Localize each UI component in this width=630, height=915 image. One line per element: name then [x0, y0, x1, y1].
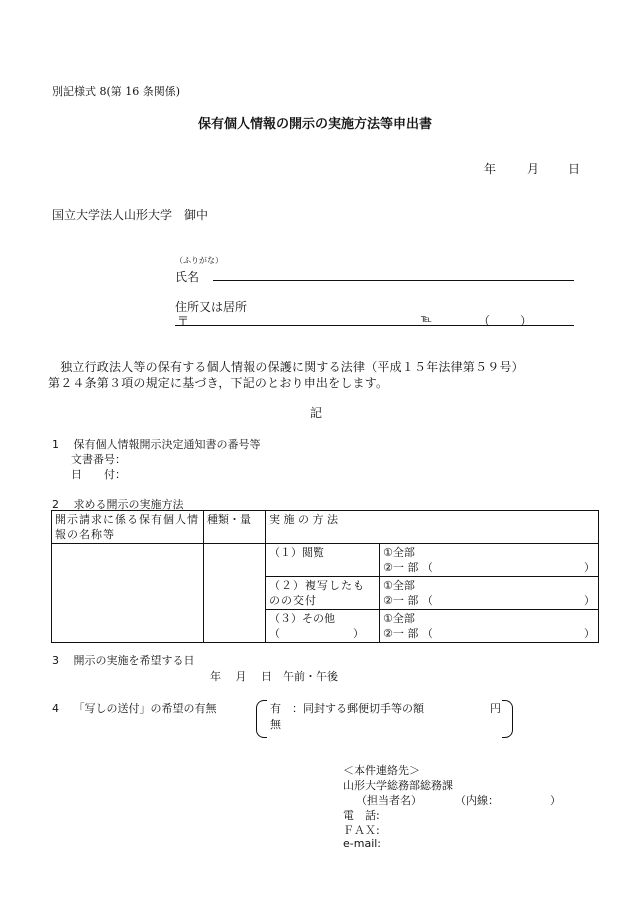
body-line-1: 独立行政法人等の保有する個人情報の保護に関する法律（平成１５年法律第５９号） — [48, 360, 524, 374]
addressee: 国立大学法人山形大学 御中 — [52, 208, 209, 222]
address-label: 住所又は居所 — [175, 300, 248, 314]
doc-number-label: 文書番号： — [71, 453, 126, 466]
name-underline — [213, 280, 574, 281]
method-other-options — [380, 610, 599, 643]
section3-heading: 3 開示の実施を希望する日 — [52, 654, 195, 667]
method-viewing: （１）閲覧 — [266, 544, 380, 577]
method-copy-options — [380, 577, 599, 610]
page-title: 保有個人情報の開示の実施方法等申出書 — [197, 117, 432, 132]
preferred-date-line: 年 月 日 午前・午後 — [210, 670, 338, 683]
option-all[interactable]: ①全部 — [383, 612, 415, 625]
col-header-quantity: 種類・量 — [204, 511, 266, 544]
name-label: 氏名 — [175, 270, 200, 284]
option-all[interactable]: ①全部 — [383, 579, 415, 592]
contact-department: 山形大学総務部総務課 — [343, 779, 453, 792]
extension-label: （内線： — [455, 794, 499, 807]
section4-heading: 4 「写しの送付」の希望の有無 — [52, 702, 217, 715]
left-bracket — [256, 700, 267, 738]
form-reference: 別記様式 8(第 16 条関係) — [52, 85, 181, 98]
section2-heading: 2 求める開示の実施方法 — [52, 498, 184, 511]
contact-fax-label: ＦＡＸ: — [343, 824, 380, 837]
ki-mark: 記 — [310, 406, 323, 420]
tel-paren-open: （ — [478, 314, 491, 328]
name-cell[interactable] — [52, 544, 204, 643]
contact-email-label: e-mail: — [343, 837, 382, 850]
option-partial[interactable]: ②一 部 （ ） — [383, 594, 595, 607]
extension-close: ） — [550, 794, 561, 807]
table-header-row — [52, 511, 599, 544]
option-partial[interactable]: ②一 部 （ ） — [383, 627, 595, 640]
furigana-label: （ふりがな） — [175, 256, 223, 265]
send-copy-yes[interactable]: 有 ：同封する郵便切手等の額 — [270, 702, 424, 715]
contact-heading: ＜本件連絡先＞ — [343, 764, 420, 777]
option-all[interactable]: ①全部 — [383, 546, 415, 559]
date-month: 月 — [527, 162, 540, 176]
contact-person-label: （担当者名） — [356, 794, 422, 807]
right-bracket — [502, 700, 513, 738]
yen-label: 円 — [490, 702, 501, 715]
other-method-field[interactable]: （ ） — [269, 627, 364, 640]
quantity-cell[interactable] — [204, 544, 266, 643]
contact-tel-label: 電 話: — [343, 809, 380, 822]
method-viewing-options — [380, 544, 599, 577]
postal-mark: 〒 — [177, 314, 190, 328]
methods-table — [51, 510, 599, 643]
tel-label: ℡ — [421, 314, 432, 325]
date-label: 日 付： — [71, 468, 126, 481]
table-row — [52, 544, 599, 577]
date-year: 年 — [484, 162, 497, 176]
option-partial[interactable]: ②一 部 （ ） — [383, 561, 595, 574]
body-line-2: 第２４条第３項の規定に基づき，下記のとおり申出をします。 — [48, 376, 389, 390]
send-copy-no[interactable]: 無 — [270, 718, 281, 731]
date-day: 日 — [568, 162, 581, 176]
method-other: （３）その他 （ ） — [266, 610, 380, 643]
col-header-method: 実 施 の 方 法 — [266, 511, 599, 544]
section1-heading: 1 保有個人情報開示決定通知書の番号等 — [52, 438, 261, 451]
col-header-name: 開示請求に係る保有個人情報の名称等 — [52, 511, 204, 544]
tel-paren-close: ） — [520, 314, 533, 328]
method-copy-delivery: （２）複写したも のの交付 — [266, 577, 380, 610]
address-underline — [175, 325, 574, 326]
